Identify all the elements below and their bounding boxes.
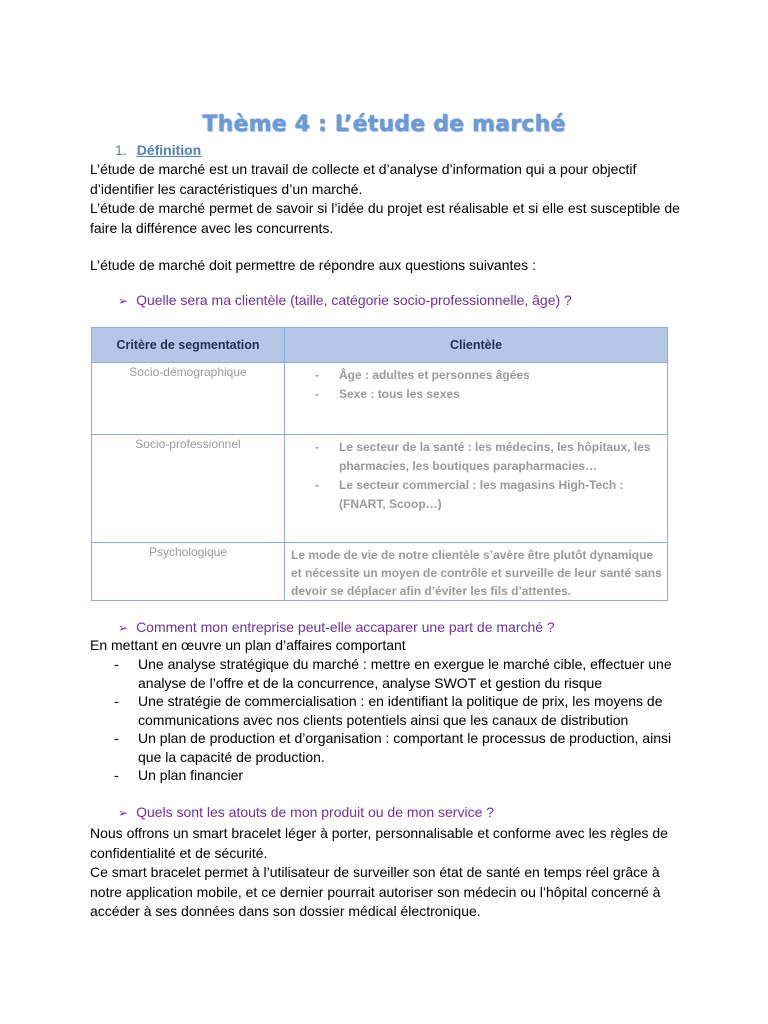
market-share-intro: En mettant en œuvre un plan d’affaires comportant	[90, 637, 406, 653]
list-item: - Le secteur commercial : les magasins High-Tech : (FNART, Scoop…)	[315, 478, 624, 511]
assets-paragraph-2: Ce smart bracelet permet à l’utilisateur de surveiller son état de santé en temps réel grâce à notre application mobile, et ce dernier pourrait autoriser son médecin ou l’hôpital concerné à accéder à ses données dans son dossier médical électronique.	[90, 864, 661, 919]
definition-paragraph-3: L’étude de marché doit permettre de répondre aux questions suivantes :	[90, 257, 536, 273]
table-cell-criterion: Socio-professionnel	[92, 435, 285, 543]
table-cell-criterion: Psychologique	[92, 543, 285, 601]
definition-paragraph-1: L’étude de marché est un travail de collecte et d’analyse d’information qui a pour objectif d’identifier les caractéristiques d’un marché.	[90, 161, 637, 197]
arrow-bullet-icon: ➢	[118, 806, 129, 820]
question-text: Quels sont les atouts de mon produit ou de mon service ?	[136, 804, 495, 820]
table-cell-clientele: Le mode de vie de notre clientèle s’avère être plutôt dynamique et nécessite un moyen de contrôle et surveille de leur santé sans devoir se déplacer afin d’éviter les fils d’attentes.	[285, 543, 668, 601]
list-item: - Un plan de production et d’organisation : comportant le processus de production, ainsi que la capacité de production.	[114, 730, 672, 765]
question-text: Comment mon entreprise peut-elle accaparer une part de marché ?	[136, 619, 555, 635]
assets-paragraph-1: Nous offrons un smart bracelet léger à porter, personnalisable et conforme avec les règles de confidentialité et de sécurité.	[90, 825, 668, 861]
list-item: - Une stratégie de commercialisation : en identifiant la politique de prix, les moyens de communications avec nos clients potentiels ainsi que les canaux de distribution	[114, 693, 663, 728]
list-item: - Une analyse stratégique du marché : mettre en exergue le marché cible, effectuer une analyse de l’offre et de la concurrence, analyse SWOT et gestion du risque	[114, 656, 672, 691]
table-header-criterion: Critère de segmentation	[92, 328, 285, 363]
table-row	[92, 543, 668, 601]
table-header-row	[92, 328, 668, 363]
section-number: 1.	[115, 142, 127, 158]
list-item: - Le secteur de la santé : les médecins, les hôpitaux, les pharmacies, les boutiques parapharmacies…	[315, 440, 651, 473]
section-heading-definition	[115, 142, 201, 158]
question-clientele	[118, 292, 572, 308]
table-cell-criterion: Socio-démographique	[92, 363, 285, 435]
table-row	[92, 363, 668, 435]
arrow-bullet-icon: ➢	[118, 621, 129, 635]
list-item: - Un plan financier	[114, 767, 244, 783]
question-text: Quelle sera ma clientèle (taille, catégorie socio-professionnelle, âge) ?	[136, 292, 572, 308]
table-header-clientele: Clientèle	[285, 328, 668, 363]
document-title: Thème 4 : L’étude de marché	[202, 112, 566, 137]
question-assets	[118, 804, 494, 820]
segmentation-table	[91, 327, 668, 601]
definition-paragraph-2: L’étude de marché permet de savoir si l’idée du projet est réalisable et si elle est susceptible de faire la différence avec les concurrents.	[90, 200, 680, 236]
table-cell-clientele	[285, 435, 668, 543]
list-item: - Sexe : tous les sexes	[315, 387, 460, 401]
business-plan-list	[110, 655, 690, 785]
arrow-bullet-icon: ➢	[118, 294, 129, 308]
table-row	[92, 435, 668, 543]
question-market-share	[118, 619, 555, 635]
list-item: - Âge : adultes et personnes âgées	[315, 368, 530, 382]
section-label: Définition	[136, 142, 202, 158]
table-cell-clientele	[285, 363, 668, 435]
